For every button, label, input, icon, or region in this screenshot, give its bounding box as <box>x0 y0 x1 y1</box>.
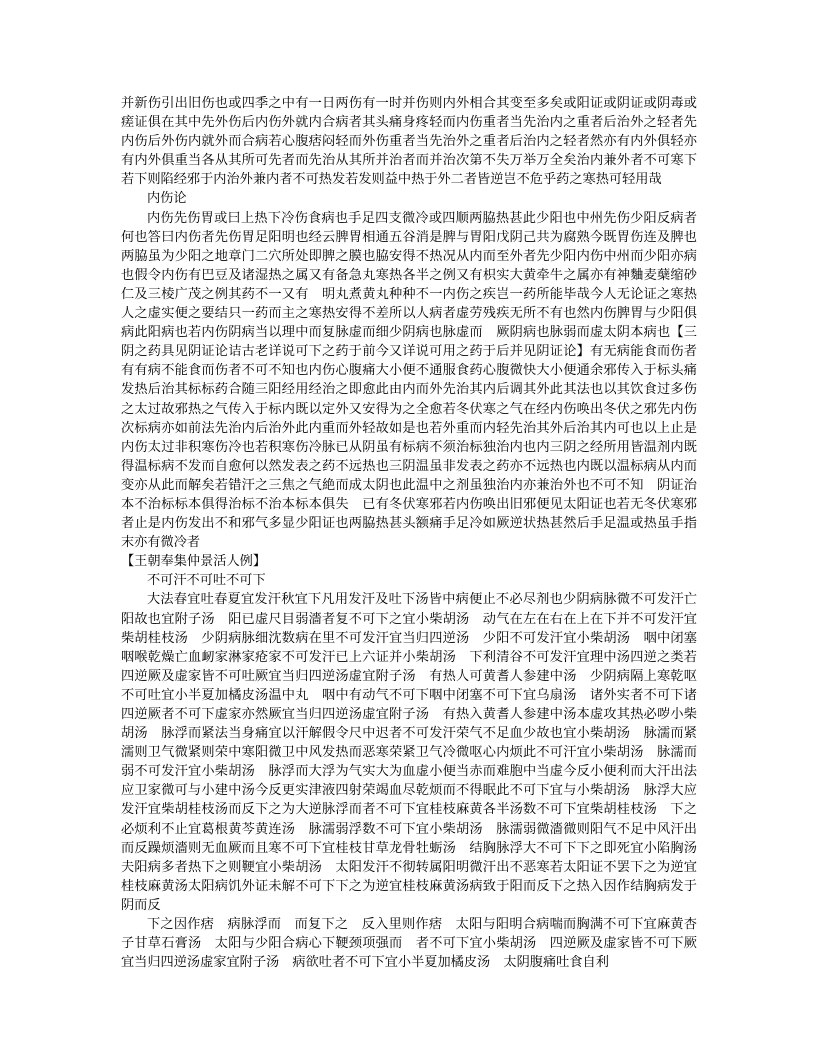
document-page <box>121 94 711 972</box>
paragraph-neishang: 内伤先伤胃或曰上热下冷伤食病也手足四支微冷或四顺两脇热甚此少阳也中州先伤少阳反病者何也答曰内伤者先伤胃足阳明也经云脾胃相通五谷消是脾与胃阳戊阴己共为腐熟今既胃伤连及脾也两脇虽为少阳之地章门二穴所处即脾之膜也脇安得不热况从内而至外者先少阳内伤中州而少阳亦病也假令内伤有巴豆及诸湿热之属又有备急丸寒热各半之例又有枳实大黄牵牛之属亦有神麯麦蘖缩砂仁及三棱广茂之例其药不一又有 明丸煮黄丸种种不一内伤之疾岂一药所能毕哉今人无论证之寒热人之虚实便之要结只一药而主之寒热安得不差所以人病者虚劳残疾无所不有也然内伤脾胃与少阳俱病此阳病也若内伤阴病当以理中而复脉虚而细少阴病也脉虚而 厥阴病也脉弱而虚太阴本病也【三阴之药具见阴证论诘古老详说可下之药于前今又详说可用之药于后并见阴证论】有无病能食而伤者有有病不能食而伤者不可不知也内伤心腹痛大小便不通服食药心腹微快大小便通余邪传入于标头痛发热后治其标标药合随三阳经用经治之即愈此由内而外先治其内后调其外此其法也以其饮食过多伤之太过故邪热之气传入于标内既以定外又安得为之全愈若冬伏寒之气在经内伤唤出冬伏之邪先内伤次标病亦如前法先治内后治外此内重而外轻故如是也若外重而内轻先治其外后治其内可也以上止是内伤太过非积寒伤冷也若积寒伤冷脉已从阴虽有标病不须治标独治内也内三阴之经所用皆温剂内既得温标病不发而自愈何以然发表之药不远热也三阴温虽非发表之药亦不远热也内既以温标病从内而变亦从此而解矣若错汗之三焦之气絶而成太阴也此温中之剂虽独治内亦兼治外也不可不知 阴证治本不治标标本俱得治标不治本标本俱失 已有冬伏寒邪若内伤唤出旧邪便见太阳证也若无冬伏寒邪者止是内伤发出不和邪气多显少阳证也两脇热甚头额痛手足冷如厥逆状热甚然后手足温或热虽手指末亦有微冷者 <box>121 210 697 551</box>
source-citation: 【王朝奉集仲景活人例】 <box>121 554 267 570</box>
paragraph-continuation: 下之因作痞 病脉浮而 而复下之 反入里则作痞 太阳与阳明合病喘而胸满不可下宜麻黄杏子甘草石膏汤 太阳与少阳合病心下鞕颈项强而 者不可下宜小柴胡汤 四逆厥及虚家皆不可下厥宜当归四逆汤虚家宜附子汤 病欲吐者不可下宜小半夏加橘皮汤 太阴腹痛吐食自利 <box>121 917 697 971</box>
section-heading-prohibitions: 不可汗不可吐不可下 <box>147 573 266 589</box>
paragraph-prelude: 并新伤引出旧伤也或四季之中有一日两伤有一时并伤则内外相合其变至多矣或阳证或阴证或阴毒或瘥证俱在其中先外伤后内伤外就内合病者其头痛身疼轻而内伤重者当先治内之重者后治外之轻者先内伤后外伤内就外而合病若心腹痞闷轻而外伤重者当先治外之重者后治内之轻者然亦有内外俱轻亦有内外俱重当各从其所可先者而先治从其所并治者而并治次第不失万举万全矣治内兼外者不可寒下若下则陷经邪于内治外兼内者不可热发若发则益中热于外二者皆逆岂不危乎药之寒热可轻用哉 <box>121 96 697 188</box>
section-heading-neishang: 内伤论 <box>147 191 187 207</box>
paragraph-prohibitions: 大法春宜吐春夏宜发汗秋宜下凡用发汗及吐下汤皆中病便止不必尽剂也少阴病脉微不可发汗亡阳故也宜附子汤 阳已虚尺目弱濇者复不可下之宜小柴胡汤 动气在左在右在上在下并不可发汗宜柴胡桂枝汤 少阴病脉细沈数病在里不可发汗宜当归四逆汤 少阳不可发汗宜小柴胡汤 咽中闭塞咽喉乾燥亡血衂家淋家疮家不可发汗已上六证并小柴胡汤 下利清谷不可发汗宜理中汤四逆之类若四逆厥及虚家皆不可吐厥宜当归四逆汤虚宜附子汤 有热人可黄耆人参建中汤 少阴病隔上寒乾呕不可吐宜小半夏加橘皮汤温中丸 咽中有动气不可下咽中闭塞不可下宜乌扇汤 诸外实者不可下诸四逆厥者不可下虚家亦然厥宜当归四逆汤虚宜附子汤 有热入黄耆人参建中汤本虚攻其热必哕小柴胡汤 脉浮而紧法当身痛宜以汗解假令尺中迟者不可发汗荣气不足血少故也宜小柴胡汤 脉濡而紧濡则卫气微紧则荣中寒阳微卫中风发热而恶寒荣紧卫气冷微呕心内烦此不可汗宜小柴胡汤 脉濡而弱不可发汗宜小柴胡汤 脉浮而大浮为气实大为血虚小便当赤而难胞中当虚今反小便利而大汗出法应卫家微可与小建中汤今反更实津液四射荣竭血尽乾烦而不得眠此不可下宜与小柴胡汤 脉浮大应发汗宜柴胡桂枝汤而反下之为大逆脉浮而者不可下宜桂枝麻黄各半汤数不可下宜柴胡桂枝汤 下之必烦利不止宜葛根黄芩黄连汤 脉濡弱浮数不可下宜小柴胡汤 脉濡弱微濇微则阳气不足中风汗出而反躁烦濇则无血厥而且寒不可下宜桂枝甘草龙骨牡蛎汤 结胸脉浮大不可下下之即死宜小陷胸汤 夫阳病多者热下之则鞕宜小柴胡汤 太阳发汗不彻转属阳明微汗出不恶寒若太阳证不罢下之为逆宜桂枝麻黄汤太阳病饥外证未解不可下下之为逆宜桂枝麻黄汤病致于阳而反下之热入因作结胸病发于阴而反 <box>121 592 711 913</box>
